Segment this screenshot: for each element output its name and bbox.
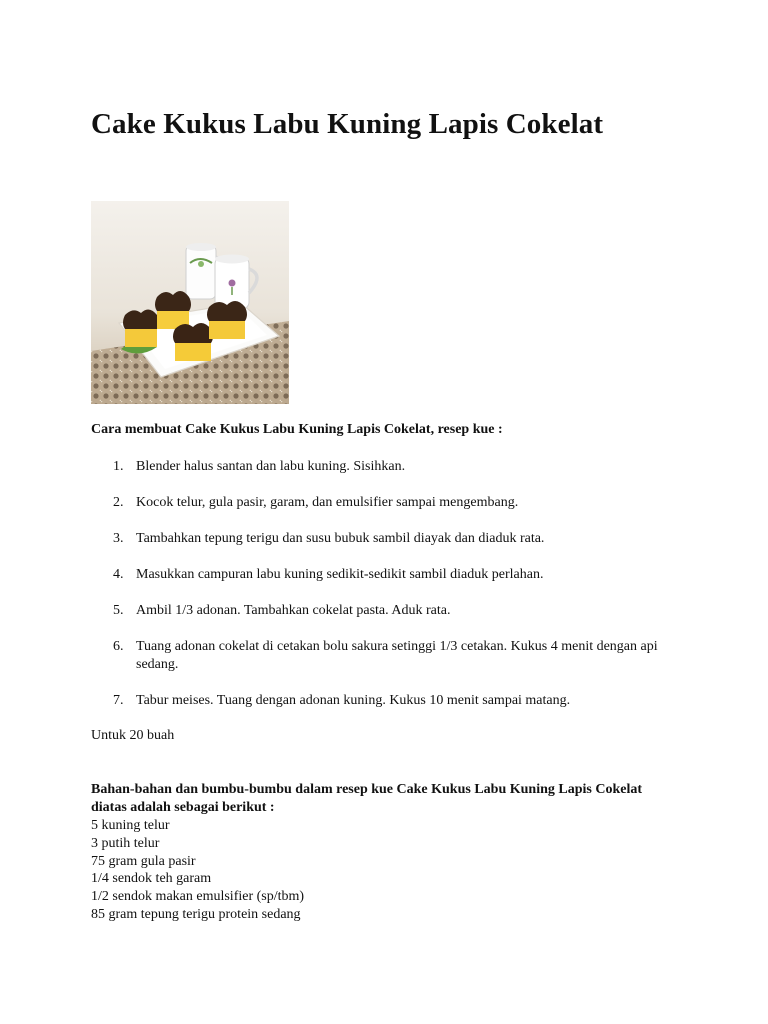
cake-photo — [91, 201, 289, 404]
step-text: Blender halus santan dan labu kuning. Sisihkan. — [136, 459, 406, 474]
step-text: Masukkan campuran labu kuning sedikit-sedikit sambil diaduk perlahan. — [136, 567, 544, 582]
step-text: Kocok telur, gula pasir, garam, dan emulsifier sampai mengembang. — [136, 495, 519, 510]
ingredient-item: 3 putih telur — [91, 835, 160, 851]
ingredient-item: 75 gram gula pasir — [91, 853, 196, 869]
ingredients-heading: Bahan-bahan dan bumbu-bumbu dalam resep kue Cake Kukus Labu Kuning Lapis Cokelat diatas adalah sebagai berikut : — [91, 782, 643, 815]
step-item — [91, 566, 691, 584]
step-text: Tabur meises. Tuang dengan adonan kuning. Kukus 10 menit sampai matang. — [136, 693, 571, 708]
ingredient-item: 5 kuning telur — [91, 818, 170, 833]
step-number: 3. — [113, 531, 124, 546]
step-item — [91, 494, 691, 512]
step-number: 7. — [113, 693, 124, 708]
step-number: 6. — [113, 639, 124, 654]
method-steps — [91, 458, 691, 710]
step-number: 2. — [113, 495, 124, 510]
step-number: 4. — [113, 567, 124, 582]
step-item — [91, 638, 691, 674]
step-number: 5. — [113, 603, 124, 618]
step-item — [91, 458, 691, 476]
step-item — [91, 530, 691, 548]
ingredient-item: 1/2 sendok makan emulsifier (sp/tbm) — [91, 889, 305, 905]
step-number: 1. — [113, 459, 124, 474]
step-item — [91, 602, 691, 620]
ingredient-item: 85 gram tepung terigu protein sedang — [91, 906, 301, 922]
step-text: Tuang adonan cokelat di cetakan bolu sakura setinggi 1/3 cetakan. Kukus 4 menit dengan api sedang. — [136, 639, 658, 672]
method-intro: Cara membuat Cake Kukus Labu Kuning Lapis Cokelat, resep kue : — [91, 422, 503, 437]
page-title: Cake Kukus Labu Kuning Lapis Cokelat — [91, 108, 604, 140]
ingredient-item: 1/4 sendok teh garam — [91, 871, 212, 887]
yield-note: Untuk 20 buah — [91, 728, 175, 743]
step-item — [91, 692, 691, 710]
ingredient-list — [91, 817, 304, 924]
step-text: Tambahkan tepung terigu dan susu bubuk sambil diayak dan diaduk rata. — [136, 531, 545, 546]
step-text: Ambil 1/3 adonan. Tambahkan cokelat pasta. Aduk rata. — [136, 603, 451, 618]
